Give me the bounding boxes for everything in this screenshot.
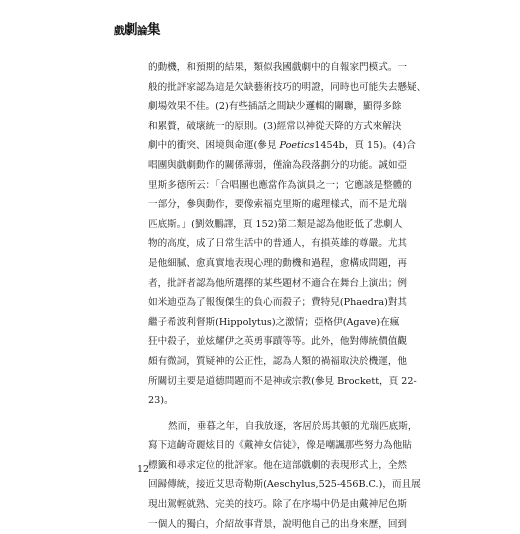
text-line: 現出駕輕就熟、完美的技巧。除了在序場中仍是由戴神尼色斯 [148,499,408,511]
text-line: 和累贅，破壞統一的原則。(3)經常以神從天降的方式來解決 [148,120,402,132]
text-line: 繼子希波利督斯(Hippolytus)之激情；亞格伊(Agave)在瘋 [148,316,400,328]
text-line: 一部分，參與動作，要像索福克里斯的處理樣式，而不是尤瑞 [148,199,408,211]
text-line: 唱團與戲劇動作的關係薄弱，僅淪為段落劃分的功能。誠如亞 [148,159,408,171]
work-title-italic: Poetics [279,140,315,152]
paragraph [148,417,421,534]
text-line: 頗有微詞，質疑神的公正性，認為人類的禍福取決於機運，他 [148,355,408,367]
text-line: 標籤和尋求定位的批評家。他在這部戲劇的表現形式上，全然 [148,459,408,471]
paragraph [148,58,427,411]
text-line: 的動機，和預期的結果，類似我國戲劇中的自報家門模式。一 [148,62,408,73]
text-line: 是他細膩、愈真實地表現心理的動機和過程，愈構成問題，再 [148,257,408,269]
text-line: 回歸傳統，接近艾思奇勒斯(Aeschylus,525-456B.C.)，而且展 [148,479,421,491]
text-line: 然而，垂暮之年，自我放逐，客居於馬其頓的尤瑞匹底斯， [168,420,418,432]
text-line: 般的批評家認為這是欠缺藝術技巧的明證，同時也可能失去懸疑、 [148,81,427,93]
text-line: 者，批評者認為他所選擇的某些題材不適合在舞台上演出；例 [148,277,408,289]
running-head-char-4: 集 [147,22,160,38]
text-line: 里斯多德所云：「合唱團也應當作為演員之一；它應該是整體的 [148,179,412,191]
text-line: 23)。 [148,395,174,407]
text-line: 一個人的獨白，介紹故事背景，說明他自己的出身來歷，回到 [148,518,408,530]
running-head [114,18,160,38]
body-text [148,58,427,534]
page-number: 12 [137,464,150,475]
text-line: 如米迪亞為了報復傑生的負心而殺子；費特兒(Phaedra)對其 [148,297,408,309]
text-line: 物的高度，成了日常生活中的普通人，有損英雄的尊嚴。尤其 [148,238,408,250]
text-line: 劇場效果不佳。(2)有些插話之間缺少邏輯的關聯，顯得多餘 [148,101,402,113]
text-line: 寫下這齣奇麗炫目的《戴神女信徒》，像是嘲諷那些努力為他貼 [148,440,412,452]
text-line: 狂中殺子，並炫耀伊之英勇事蹟等等。此外，他對傳統價值觀 [148,336,408,348]
running-head-char-1: 戲 [114,25,124,37]
running-head-char-2: 劇 [124,22,137,38]
text-line: 所關切主要是道德問題而不是神或宗教(參見 Brockett，頁 22- [148,375,417,387]
text-line: 匹底斯。」(劉效鵬譯，頁 152)第二類是認為他貶低了悲劇人 [148,218,403,230]
running-head-char-3: 論 [137,25,147,37]
text-line: 劇中的衝突、困境與命運(參見 Poetics1454b，頁 15)。(4)合 [148,140,416,152]
